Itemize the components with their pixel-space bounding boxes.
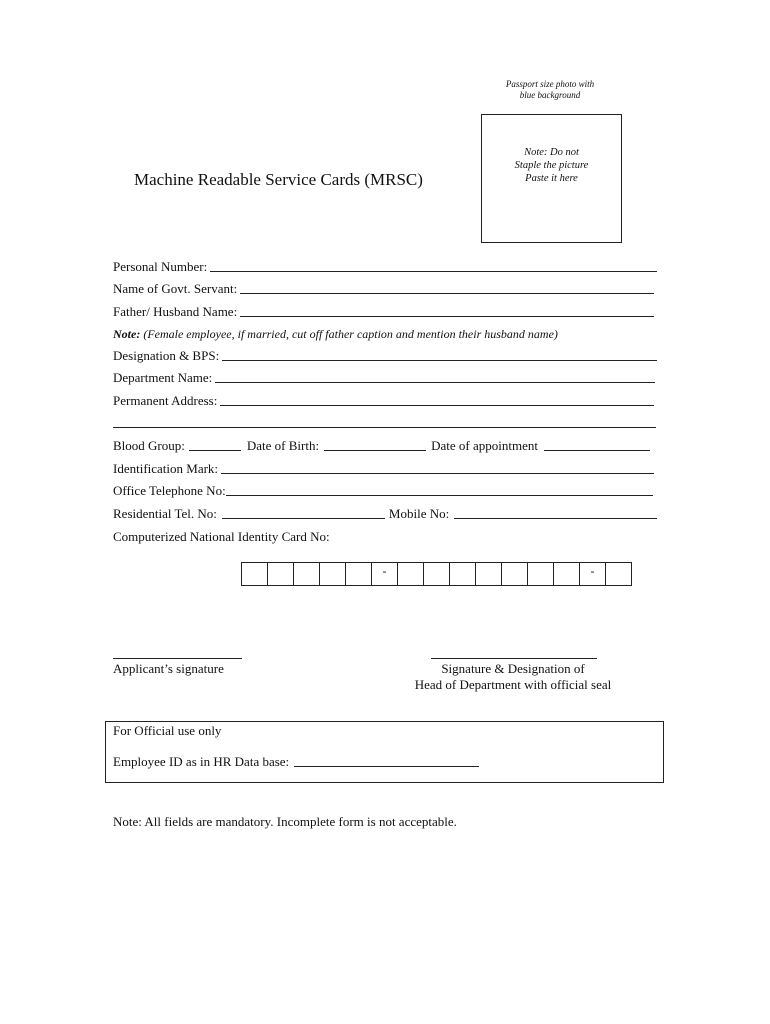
official-use-heading: For Official use only	[113, 723, 222, 738]
cnic-cell[interactable]	[398, 563, 424, 585]
cnic-cell[interactable]	[606, 563, 632, 585]
name-row	[113, 279, 657, 297]
address-row	[113, 391, 657, 409]
address-label: Permanent Address:	[113, 393, 218, 408]
employee-id-row	[113, 752, 533, 770]
name-label: Name of Govt. Servant:	[113, 281, 238, 296]
office-tel-row	[113, 481, 657, 499]
cnic-label-row	[113, 527, 657, 545]
identification-row	[113, 459, 657, 477]
designation-field[interactable]	[222, 360, 657, 361]
photo-note	[482, 146, 621, 185]
photo-caption	[470, 79, 630, 101]
photo-note-line3: Paste it here	[525, 173, 578, 184]
applicant-signature-line[interactable]	[113, 658, 242, 659]
doa-field[interactable]	[544, 450, 650, 451]
photo-box[interactable]	[481, 114, 622, 243]
official-use-box	[105, 721, 664, 783]
mobile-field[interactable]	[454, 518, 657, 519]
cnic-cell[interactable]	[242, 563, 268, 585]
hod-signature-line2: Head of Department with official seal	[414, 677, 612, 692]
female-note-text: (Female employee, if married, cut off father caption and mention their husband name)	[140, 327, 558, 341]
residential-tel-label: Residential Tel. No:	[113, 506, 217, 521]
father-husband-field[interactable]	[240, 316, 654, 317]
photo-note-line2: Staple the picture	[514, 160, 589, 171]
residential-tel-field[interactable]	[222, 518, 385, 519]
name-field[interactable]	[240, 293, 654, 294]
cnic-cell[interactable]	[346, 563, 372, 585]
office-tel-field[interactable]	[226, 495, 653, 496]
father-husband-label: Father/ Husband Name:	[113, 304, 238, 319]
cnic-cell[interactable]	[320, 563, 346, 585]
dob-field[interactable]	[324, 450, 426, 451]
female-note-label: Note:	[113, 327, 141, 341]
address-row-2	[113, 413, 657, 431]
blood-dob-doa-row	[113, 436, 657, 454]
hod-signature-line[interactable]	[431, 658, 597, 659]
cnic-cell[interactable]	[268, 563, 294, 585]
office-tel-label: Office Telephone No:	[113, 483, 226, 498]
cnic-cell[interactable]	[502, 563, 528, 585]
designation-label: Designation & BPS:	[113, 348, 220, 363]
cnic-cell[interactable]	[424, 563, 450, 585]
address-field[interactable]	[220, 405, 654, 406]
employee-id-label: Employee ID as in HR Data base:	[113, 754, 290, 769]
mobile-label: Mobile No:	[388, 506, 450, 521]
hod-signature-line1: Signature & Designation of	[441, 661, 585, 676]
department-field[interactable]	[215, 382, 655, 383]
blood-group-field[interactable]	[189, 450, 241, 451]
department-label: Department Name:	[113, 370, 213, 385]
cnic-boxes	[241, 562, 632, 586]
cnic-dash-cell: -	[580, 563, 606, 585]
personal-number-row	[113, 257, 657, 275]
female-note	[113, 327, 558, 342]
note-row	[113, 324, 657, 342]
cnic-dash-cell: -	[372, 563, 398, 585]
identification-field[interactable]	[221, 473, 654, 474]
father-husband-row	[113, 302, 657, 320]
cnic-cell[interactable]	[554, 563, 580, 585]
personal-number-label: Personal Number:	[113, 259, 208, 274]
cnic-cell[interactable]	[476, 563, 502, 585]
employee-id-field[interactable]	[294, 766, 479, 767]
tel-mobile-row	[113, 504, 657, 522]
designation-row	[113, 346, 657, 364]
form-title: Machine Readable Service Cards (MRSC)	[134, 170, 423, 189]
hod-signature-label	[370, 661, 656, 693]
blood-group-label: Blood Group:	[113, 438, 185, 453]
cnic-cell[interactable]	[528, 563, 554, 585]
identification-label: Identification Mark:	[113, 461, 219, 476]
photo-caption-line2: blue background	[519, 90, 581, 100]
personal-number-field[interactable]	[210, 271, 657, 272]
cnic-cell[interactable]	[294, 563, 320, 585]
department-row	[113, 368, 657, 386]
photo-caption-line1: Passport size photo with	[505, 79, 595, 89]
doa-label: Date of appointment	[431, 438, 538, 453]
cnic-cell[interactable]	[450, 563, 476, 585]
photo-note-line1: Note: Do not	[524, 147, 579, 158]
address-field-2[interactable]	[113, 427, 656, 428]
applicant-signature-label: Applicant’s signature	[113, 661, 224, 676]
dob-label: Date of Birth:	[246, 438, 320, 453]
mandatory-note: Note: All fields are mandatory. Incomplete form is not acceptable.	[113, 814, 457, 829]
cnic-label: Computerized National Identity Card No:	[113, 529, 330, 544]
